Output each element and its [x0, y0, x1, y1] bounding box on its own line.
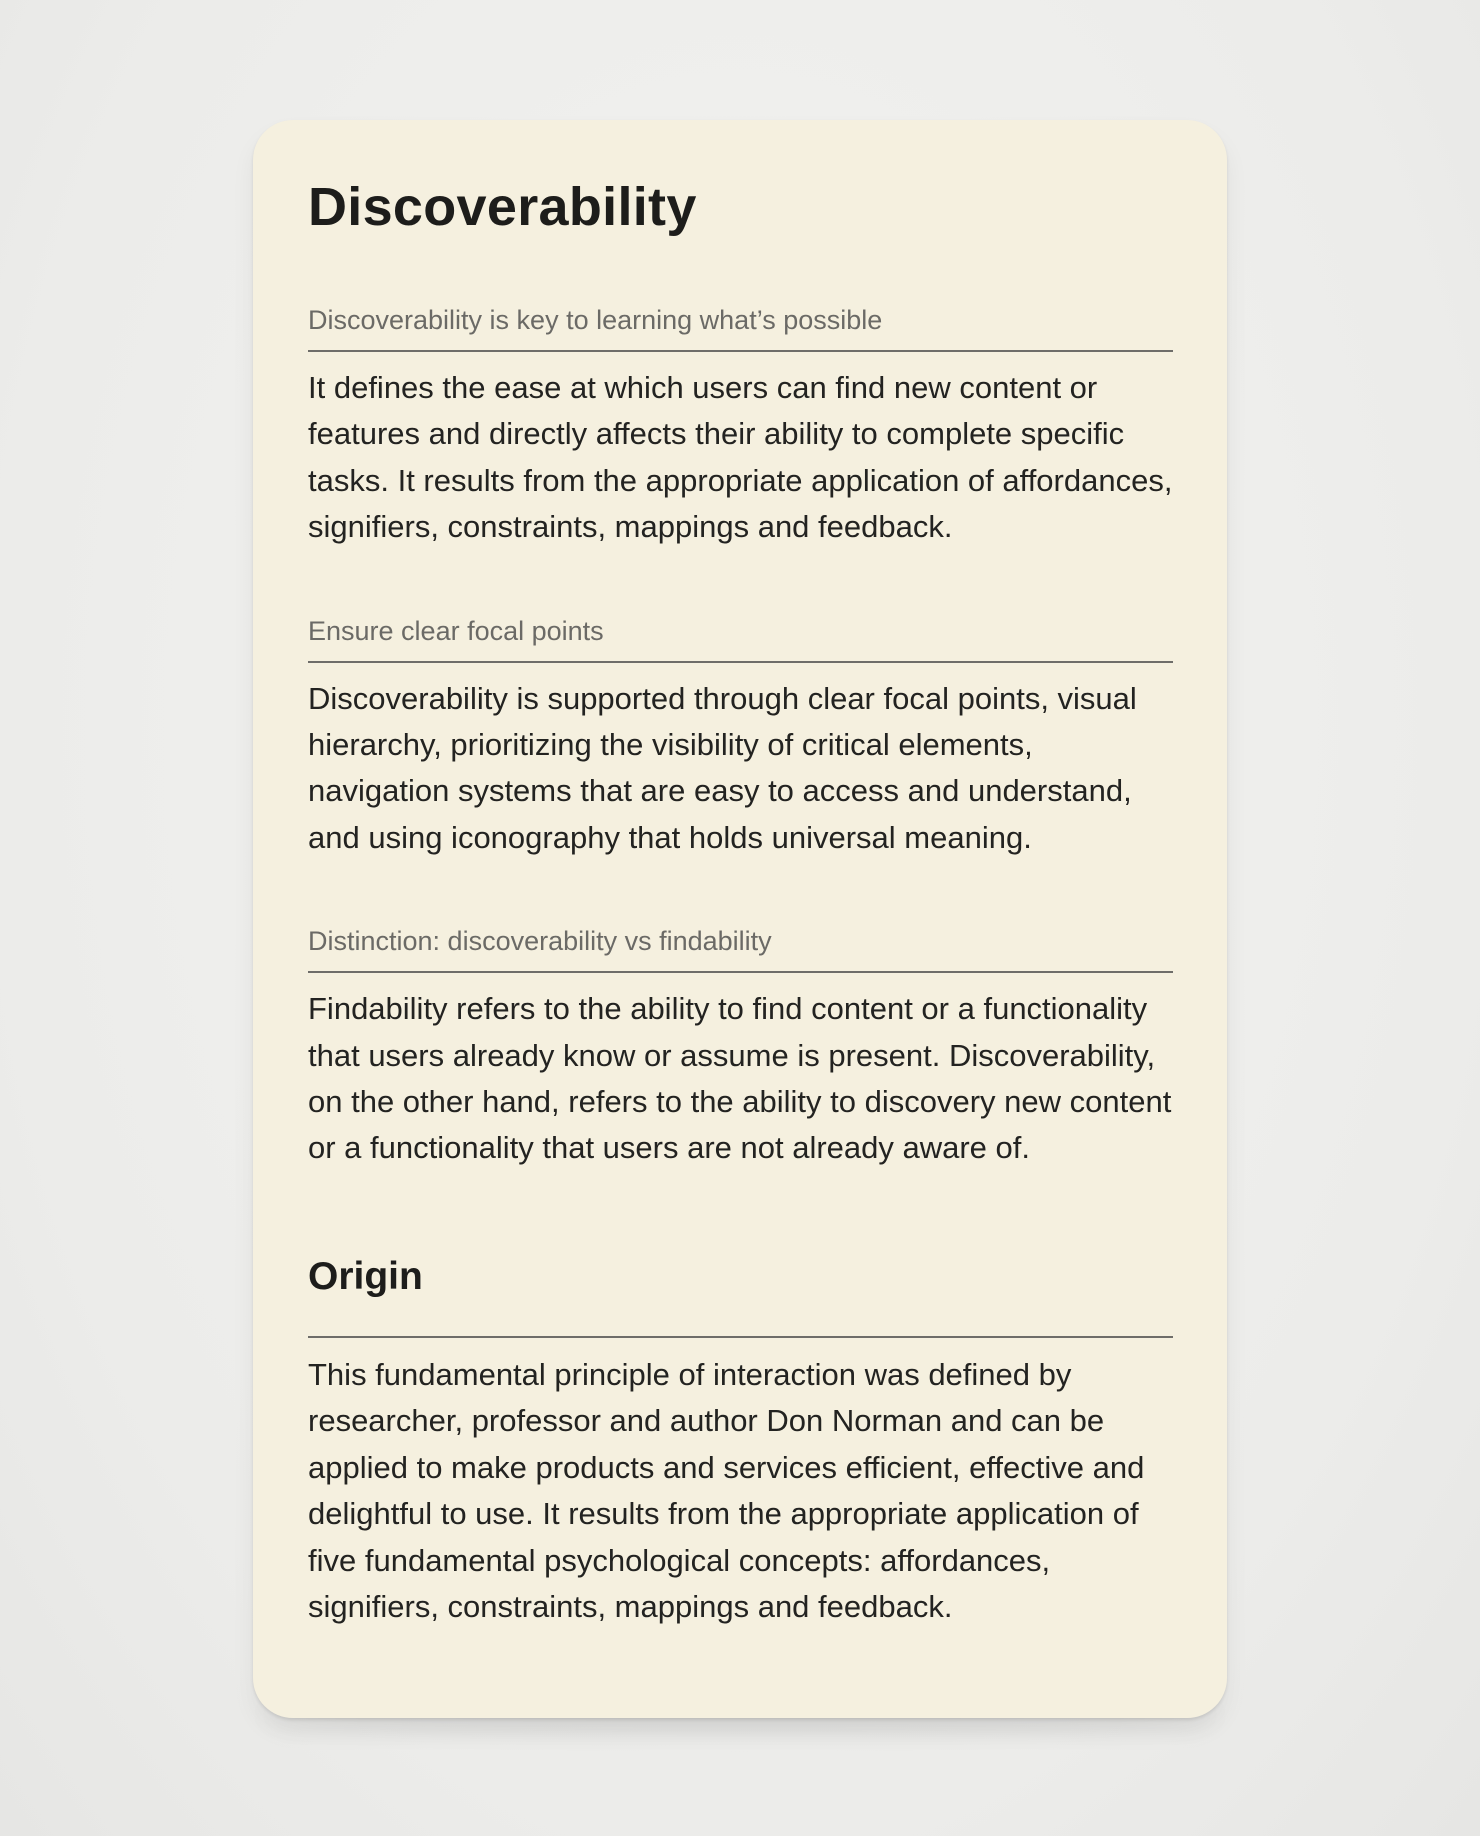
- section-key-to-learning: [308, 302, 1173, 551]
- origin-heading: Origin: [308, 1252, 1173, 1338]
- section-focal-points: [308, 613, 1173, 862]
- section-body: Discoverability is supported through clear focal points, visual hierarchy, prioritizing the visibility of critical elements, navigation systems that are easy to access and understand, and using iconography that holds universal meaning.: [308, 680, 1137, 855]
- section-label: Ensure clear focal points: [308, 613, 1173, 663]
- section-label: Discoverability is key to learning what’s possible: [308, 302, 1173, 352]
- origin-section: [308, 1252, 1173, 1630]
- card-title: Discoverability: [308, 177, 697, 237]
- principle-card: [253, 120, 1227, 1718]
- section-distinction: [308, 923, 1173, 1172]
- section-body: It defines the ease at which users can find new content or features and directly affects their ability to complete specific tasks. It results from the appropriate application of affordances, signifiers, constraints, mappings and feedback.: [308, 370, 1173, 545]
- section-label: Distinction: discoverability vs findability: [308, 923, 1173, 973]
- origin-body: This fundamental principle of interaction was defined by researcher, professor and author Don Norman and can be applied to make products and services efficient, effective and delightful to use. It results from the appropriate application of five fundamental psychological concepts: affordances, signifiers, constraints, mappings and feedback.: [308, 1356, 1145, 1624]
- section-body: Findability refers to the ability to find content or a functionality that users already know or assume is present. Discoverability, on the other hand, refers to the ability to discovery new content or a functionality that users are not already aware of.: [308, 991, 1172, 1166]
